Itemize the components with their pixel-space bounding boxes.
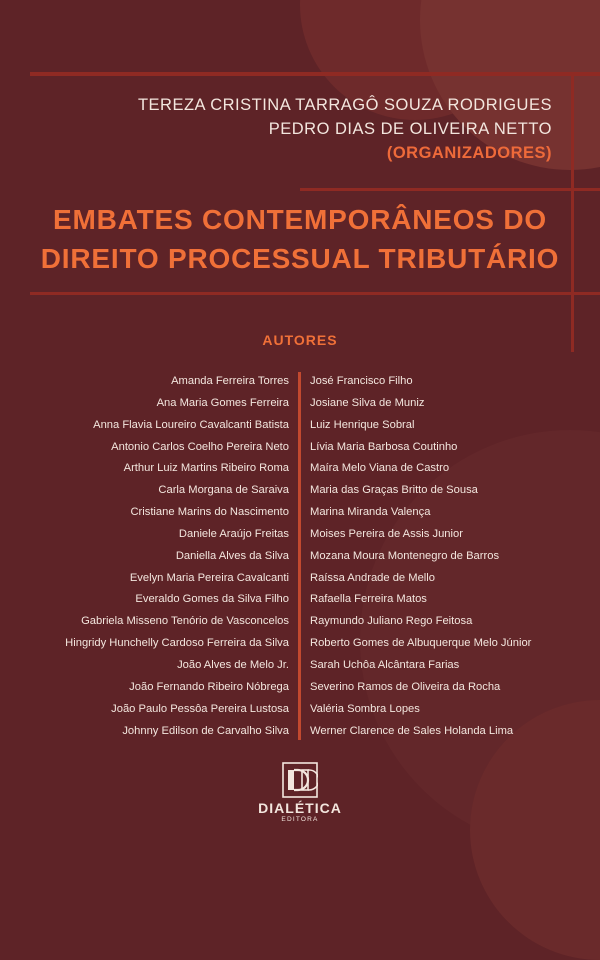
publisher-name: DIALÉTICA [258, 800, 342, 816]
author-name: Daniella Alves da Silva [175, 549, 289, 562]
author-name: Everaldo Gomes da Silva Filho [135, 593, 289, 606]
author-name: João Alves de Melo Jr. [177, 658, 289, 671]
organizer-name: PEDRO DIAS DE OLIVEIRA NETTO [268, 120, 552, 138]
author-name: Carla Morgana de Saraiva [158, 484, 289, 497]
author-name: Hingridy Hunchelly Cardoso Ferreira da Silva [65, 637, 289, 650]
divider-middle [300, 188, 600, 191]
author-name: João Fernando Ribeiro Nóbrega [129, 680, 289, 693]
author-name: Lívia Maria Barbosa Coutinho [310, 440, 458, 453]
author-name: Sarah Uchôa Alcântara Farias [310, 658, 460, 671]
author-name: Raíssa Andrade de Mello [310, 571, 436, 584]
author-name: Maíra Melo Viana de Castro [310, 462, 450, 475]
book-title-line1: EMBATES CONTEMPORÂNEOS DO [53, 204, 547, 235]
author-name: Ana Maria Gomes Ferreira [156, 396, 289, 409]
author-name: Luiz Henrique Sobral [310, 418, 415, 431]
author-name: Arthur Luiz Martins Ribeiro Roma [123, 462, 289, 475]
author-name: Valéria Sombra Lopes [310, 702, 420, 715]
organizer-name: TEREZA CRISTINA TARRAGÔ SOUZA RODRIGUES [137, 96, 552, 114]
author-name: Johnny Edilson de Carvalho Silva [122, 724, 289, 737]
authors-list-right [310, 371, 531, 742]
divider-top [30, 72, 600, 76]
author-name: Anna Flavia Loureiro Cavalcanti Batista [93, 418, 289, 431]
publisher-subtitle: EDITORA [281, 816, 319, 823]
author-name: Antonio Carlos Coelho Pereira Neto [111, 440, 289, 453]
author-name: Roberto Gomes de Albuquerque Melo Júnior [310, 637, 532, 650]
publisher-logo [0, 762, 600, 823]
author-name: Severino Ramos de Oliveira da Rocha [310, 680, 501, 693]
author-name: João Paulo Pessôa Pereira Lustosa [111, 702, 289, 715]
author-name: Daniele Araújo Freitas [178, 527, 289, 540]
divider-bottom [30, 292, 600, 295]
author-name: José Francisco Filho [310, 375, 413, 387]
author-name: Amanda Ferreira Torres [171, 375, 289, 387]
author-name: Cristiane Marins do Nascimento [130, 506, 289, 519]
author-name: Werner Clarence de Sales Holanda Lima [310, 724, 514, 737]
author-name: Rafaella Ferreira Matos [310, 593, 427, 606]
author-name: Mozana Moura Montenegro de Barros [310, 549, 500, 562]
authors-heading: AUTORES [262, 332, 338, 348]
author-name: Moises Pereira de Assis Junior [310, 527, 463, 540]
authors-list-left [65, 371, 289, 742]
divider-vertical-center [298, 372, 301, 740]
author-name: Evelyn Maria Pereira Cavalcanti [129, 571, 289, 584]
book-title-line2: DIREITO PROCESSUAL TRIBUTÁRIO [40, 243, 560, 274]
author-name: Raymundo Juliano Rego Feitosa [310, 615, 473, 628]
author-name: Gabriela Misseno Tenório de Vasconcelos [81, 615, 289, 628]
author-name: Maria das Graças Britto de Sousa [310, 484, 478, 497]
organizers-role: (ORGANIZADORES) [386, 144, 552, 162]
author-name: Josiane Silva de Muniz [310, 396, 425, 409]
author-name: Marina Miranda Valença [310, 506, 431, 519]
publisher-mark-icon [282, 762, 318, 798]
